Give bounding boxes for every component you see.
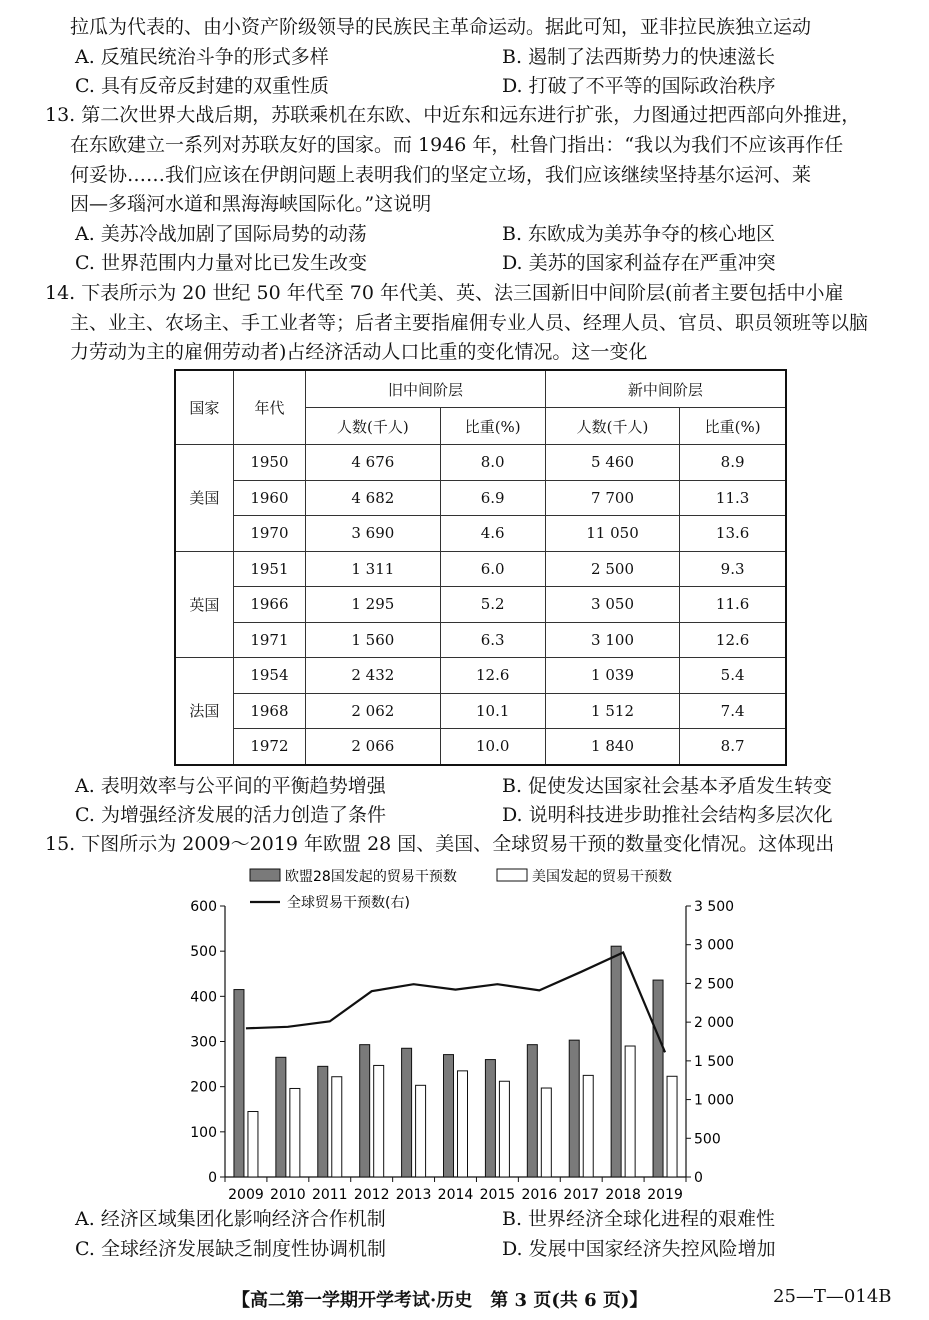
q15-option-d: D. 发展中国家经济失控风险增加 — [502, 1238, 776, 1260]
eu-bar — [569, 1040, 579, 1177]
right-tick-label: 3 500 — [694, 899, 735, 915]
us-bar — [583, 1075, 593, 1177]
x-tick-label: 2010 — [270, 1187, 306, 1203]
left-tick-label: 200 — [190, 1079, 217, 1096]
x-tick-label: 2014 — [437, 1187, 474, 1203]
th-new-pct: 比重(%) — [680, 408, 786, 445]
table-cell: 1 840 — [545, 729, 679, 765]
eu-bar — [527, 1045, 537, 1177]
table-row — [175, 587, 786, 623]
table-row — [175, 445, 786, 481]
eu-bar — [402, 1048, 412, 1177]
us-bar — [248, 1112, 258, 1177]
q13-line-1: 13. 第二次世界大战后期，苏联乘机在东欧、中近东和远东进行扩张，力图通过把西部向外推进， — [45, 104, 861, 126]
q14-option-b: B. 促使发达国家社会基本矛盾发生转变 — [502, 775, 833, 797]
table-cell: 6.0 — [440, 551, 545, 587]
table-cell: 8.9 — [680, 445, 786, 481]
table-cell: 4 682 — [306, 480, 440, 516]
eu-bar — [360, 1045, 370, 1177]
q14-line-3: 力劳动为主的雇佣劳动者)占经济活动人口比重的变化情况。这一变化 — [70, 341, 648, 363]
x-tick-label: 2009 — [228, 1187, 264, 1203]
legend-us-label: 美国发起的贸易干预数 — [532, 869, 672, 885]
q13-line-3: 何妥协……我们应该在伊朗问题上表明我们的坚定立场，我们应该继续坚持基尔运河、莱 — [70, 164, 812, 186]
us-bar — [416, 1085, 426, 1177]
table-cell: 1966 — [233, 587, 305, 623]
table-cell: 6.9 — [440, 480, 545, 516]
q15-option-a: A. 经济区域集团化影响经济合作机制 — [75, 1208, 386, 1230]
country-cell: 美国 — [175, 445, 233, 552]
table-cell: 1954 — [233, 658, 305, 694]
q15-stem: 15. 下图所示为 2009～2019 年欧盟 28 国、美国、全球贸易干预的数量变化情况。这体现出 — [45, 833, 835, 855]
q14-line-1: 14. 下表所示为 20 世纪 50 年代至 70 年代美、英、法三国新旧中间阶层(前者主要包括中小雇 — [45, 282, 844, 304]
table-cell: 8.7 — [680, 729, 786, 765]
th-old-num: 人数(千人) — [306, 408, 440, 445]
table-cell: 2 066 — [306, 729, 440, 765]
table-cell: 8.0 — [440, 445, 545, 481]
eu-bar — [318, 1066, 328, 1177]
table-cell: 1 295 — [306, 587, 440, 623]
th-country: 国家 — [175, 370, 233, 445]
table-cell: 1972 — [233, 729, 305, 765]
th-old-class: 旧中间阶层 — [306, 370, 546, 408]
eu-bar — [444, 1055, 454, 1177]
table-row — [175, 693, 786, 729]
eu-bar — [653, 980, 663, 1177]
x-tick-label: 2015 — [479, 1187, 516, 1203]
table-cell: 1 560 — [306, 622, 440, 658]
table-cell: 1960 — [233, 480, 305, 516]
table-cell: 11.6 — [680, 587, 786, 623]
footer-exam-info: 【高二第一学期开学考试·历史 第 3 页(共 6 页)】 — [232, 1290, 648, 1311]
table-cell: 10.1 — [440, 693, 545, 729]
table-cell: 5.4 — [680, 658, 786, 694]
q12-option-d: D. 打破了不平等的国际政治秩序 — [502, 75, 776, 97]
right-tick-label: 2 000 — [694, 1015, 735, 1032]
x-tick-label: 2011 — [311, 1187, 348, 1203]
table-cell: 9.3 — [680, 551, 786, 587]
table-cell: 5 460 — [545, 445, 679, 481]
table-cell: 2 062 — [306, 693, 440, 729]
us-bar — [541, 1088, 551, 1177]
th-year: 年代 — [233, 370, 305, 445]
country-cell: 法国 — [175, 658, 233, 765]
q12-option-c: C. 具有反帝反封建的双重性质 — [75, 75, 329, 97]
q13-line-4: 因—多瑙河水道和黑海海峡国际化。”这说明 — [70, 193, 432, 215]
table-cell: 3 690 — [306, 516, 440, 552]
q14-option-c: C. 为增强经济发展的活力创造了条件 — [75, 804, 386, 826]
table-cell: 10.0 — [440, 729, 545, 765]
us-bar — [290, 1088, 300, 1177]
table-cell: 7.4 — [680, 693, 786, 729]
table-cell: 5.2 — [440, 587, 545, 623]
table-cell: 1968 — [233, 693, 305, 729]
table-cell: 1971 — [233, 622, 305, 658]
us-bar — [332, 1077, 342, 1177]
right-tick-label: 1 000 — [694, 1092, 735, 1109]
q14-line-2: 主、业主、农场主、手工业者等；后者主要指雇佣专业人员、经理人员、官员、职员领班等以脑 — [70, 312, 869, 334]
right-tick-label: 2 500 — [694, 976, 735, 993]
left-tick-label: 0 — [208, 1170, 217, 1186]
x-tick-label: 2018 — [605, 1187, 641, 1203]
q13-option-a: A. 美苏冷战加剧了国际局势的动荡 — [75, 223, 367, 245]
global-line — [246, 952, 665, 1052]
table-cell: 4.6 — [440, 516, 545, 552]
table-cell: 13.6 — [680, 516, 786, 552]
us-bar — [374, 1065, 384, 1177]
table-row — [175, 729, 786, 765]
table-row — [175, 622, 786, 658]
table-cell: 11 050 — [545, 516, 679, 552]
left-tick-label: 100 — [190, 1124, 217, 1141]
q13-option-c: C. 世界范围内力量对比已发生改变 — [75, 252, 367, 274]
left-tick-label: 600 — [190, 899, 217, 915]
table-cell: 7 700 — [545, 480, 679, 516]
eu-bar — [234, 990, 244, 1177]
x-tick-label: 2019 — [647, 1187, 683, 1203]
legend-eu-label: 欧盟28国发起的贸易干预数 — [285, 869, 457, 885]
table-row — [175, 551, 786, 587]
x-tick-label: 2012 — [353, 1187, 390, 1203]
table-cell: 4 676 — [306, 445, 440, 481]
x-tick-label: 2016 — [521, 1187, 558, 1203]
q13-option-b: B. 东欧成为美苏争夺的核心地区 — [502, 223, 776, 245]
th-old-pct: 比重(%) — [440, 408, 545, 445]
eu-bar — [485, 1060, 495, 1177]
right-tick-label: 500 — [694, 1131, 721, 1148]
right-tick-label: 0 — [694, 1170, 703, 1186]
eu-bar — [611, 946, 621, 1177]
table-cell: 3 100 — [545, 622, 679, 658]
th-new-class: 新中间阶层 — [545, 370, 786, 408]
table-cell: 2 432 — [306, 658, 440, 694]
q12-option-a: A. 反殖民统治斗争的形式多样 — [75, 46, 329, 68]
q14-option-a: A. 表明效率与公平间的平衡趋势增强 — [75, 775, 386, 797]
left-tick-label: 500 — [190, 944, 217, 961]
legend-eu-swatch — [250, 869, 280, 881]
x-tick-label: 2017 — [563, 1187, 600, 1203]
country-cell: 英国 — [175, 551, 233, 658]
th-new-num: 人数(千人) — [545, 408, 679, 445]
table-cell: 1951 — [233, 551, 305, 587]
us-bar — [667, 1076, 677, 1177]
eu-bar — [276, 1057, 286, 1177]
table-cell: 12.6 — [440, 658, 545, 694]
table-cell: 1950 — [233, 445, 305, 481]
table-cell: 12.6 — [680, 622, 786, 658]
table-cell: 1 311 — [306, 551, 440, 587]
table-cell: 11.3 — [680, 480, 786, 516]
table-cell: 1970 — [233, 516, 305, 552]
x-tick-label: 2013 — [395, 1187, 432, 1203]
q14-option-d: D. 说明科技进步助推社会结构多层次化 — [502, 804, 833, 826]
us-bar — [625, 1046, 635, 1177]
us-bar — [499, 1081, 509, 1177]
left-tick-label: 400 — [190, 989, 217, 1006]
q12-option-b: B. 遏制了法西斯势力的快速滋长 — [502, 46, 776, 68]
q13-line-2: 在东欧建立一系列对苏联友好的国家。而 1946 年，杜鲁门指出：“我以为我们不应该再作任 — [70, 134, 844, 156]
legend-us-swatch — [497, 869, 527, 881]
us-bar — [458, 1071, 468, 1177]
middle-class-table — [174, 369, 787, 766]
q13-option-d: D. 美苏的国家利益存在严重冲突 — [502, 252, 776, 274]
right-tick-label: 1 500 — [694, 1053, 735, 1070]
q15-option-b: B. 世界经济全球化进程的艰难性 — [502, 1208, 776, 1230]
left-tick-label: 300 — [190, 1034, 217, 1051]
table-row — [175, 658, 786, 694]
table-body — [175, 445, 786, 765]
right-tick-label: 3 000 — [694, 937, 735, 954]
footer-code: 25—T—014B — [773, 1286, 892, 1307]
table-cell: 2 500 — [545, 551, 679, 587]
q12-stem-tail: 拉瓜为代表的、由小资产阶级领导的民族民主革命运动。据此可知，亚非拉民族独立运动 — [70, 16, 812, 38]
table-cell: 1 512 — [545, 693, 679, 729]
table-row — [175, 516, 786, 552]
q15-option-c: C. 全球经济发展缺乏制度性协调机制 — [75, 1238, 386, 1260]
table-cell: 1 039 — [545, 658, 679, 694]
table-cell: 3 050 — [545, 587, 679, 623]
table-row — [175, 480, 786, 516]
trade-intervention-chart — [0, 860, 929, 1205]
table-cell: 6.3 — [440, 622, 545, 658]
legend-global-label: 全球贸易干预数(右) — [287, 895, 410, 911]
